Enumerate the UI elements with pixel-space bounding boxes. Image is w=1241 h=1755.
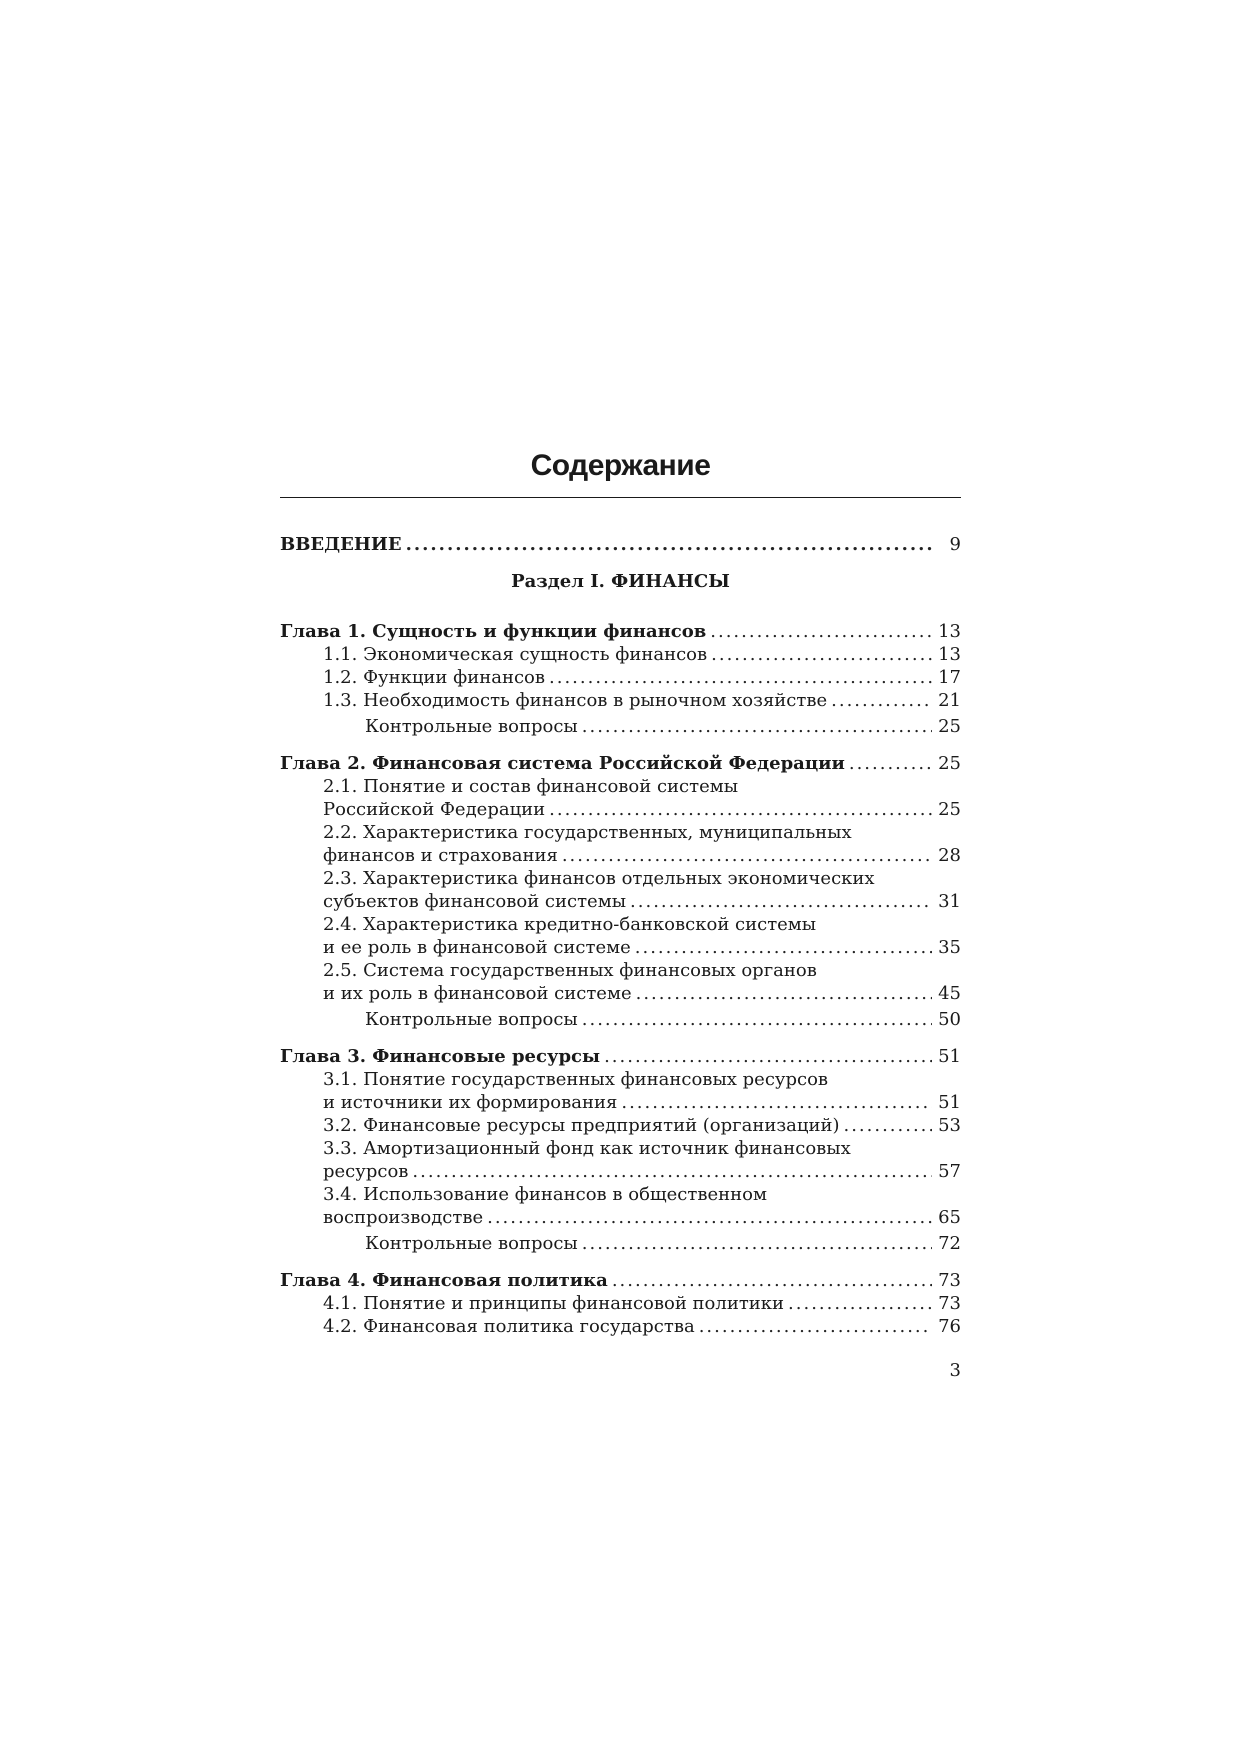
dot-leader bbox=[582, 715, 932, 738]
toc-entry-label: ресурсов bbox=[323, 1161, 409, 1182]
toc-chapter-3[interactable] bbox=[280, 1045, 961, 1068]
toc-entry-3-2[interactable] bbox=[280, 1114, 961, 1137]
toc-entry-label: воспроизводстве bbox=[323, 1207, 484, 1228]
toc-entry-label: финансов и страхования bbox=[323, 845, 558, 866]
toc-entry-label: и их роль в финансовой системе bbox=[323, 983, 632, 1004]
toc-entry-label: и ее роль в финансовой системе bbox=[323, 937, 631, 958]
dot-leader bbox=[549, 666, 932, 689]
toc-entry-3-4[interactable] bbox=[280, 1206, 961, 1229]
toc-entry-label: субъектов финансовой системы bbox=[323, 891, 627, 912]
toc-entry-2-4-line1: 2.4. Характеристика кредитно-банковской системы bbox=[323, 914, 817, 935]
dot-leader bbox=[604, 1045, 932, 1068]
dot-leader bbox=[630, 890, 932, 913]
toc-entry-label: Контрольные вопросы bbox=[365, 716, 578, 737]
toc-page-number: 28 bbox=[938, 845, 961, 866]
toc-entry-4-2[interactable] bbox=[280, 1315, 961, 1338]
toc-page-number: 25 bbox=[938, 716, 961, 737]
toc-page-number: 72 bbox=[938, 1233, 961, 1254]
toc-entry-introduction[interactable] bbox=[280, 533, 961, 556]
toc-entry-label: и источники их формирования bbox=[323, 1092, 618, 1113]
dot-leader bbox=[849, 752, 932, 775]
toc-page-number: 51 bbox=[938, 1092, 961, 1113]
toc-chapter-label: Глава 4. Финансовая политика bbox=[280, 1270, 608, 1291]
dot-leader bbox=[710, 620, 932, 643]
toc-entry-label: 3.2. Финансовые ресурсы предприятий (организаций) bbox=[323, 1115, 840, 1136]
toc-entry-label: Российской Федерации bbox=[323, 799, 546, 820]
page-title: Содержание bbox=[530, 449, 711, 482]
toc-entry-1-1[interactable] bbox=[280, 643, 961, 666]
toc-chapter-label: Глава 1. Сущность и функции финансов bbox=[280, 621, 707, 642]
toc-entry-1-control-questions[interactable] bbox=[280, 715, 961, 738]
toc-page-number: 53 bbox=[938, 1115, 961, 1136]
toc-page-number: 73 bbox=[938, 1293, 961, 1314]
toc-entry-3-4-line1: 3.4. Использование финансов в общественном bbox=[323, 1184, 767, 1205]
toc-entry-label: ВВЕДЕНИЕ bbox=[280, 534, 402, 555]
dot-leader bbox=[788, 1292, 932, 1315]
toc-entry-2-1[interactable] bbox=[280, 798, 961, 821]
toc-page-number: 13 bbox=[938, 621, 961, 642]
toc-entry-label: Контрольные вопросы bbox=[365, 1009, 578, 1030]
dot-leader bbox=[582, 1008, 932, 1031]
toc-entry-label: 1.1. Экономическая сущность финансов bbox=[323, 644, 708, 665]
toc-entry-2-2-line1: 2.2. Характеристика государственных, муниципальных bbox=[323, 822, 852, 843]
toc-page-number: 65 bbox=[938, 1207, 961, 1228]
toc-entry-label: Контрольные вопросы bbox=[365, 1233, 578, 1254]
dot-leader bbox=[699, 1315, 932, 1338]
dot-leader bbox=[831, 689, 932, 712]
dot-leader bbox=[487, 1206, 932, 1229]
toc-page-number: 57 bbox=[938, 1161, 961, 1182]
toc-entry-2-3[interactable] bbox=[280, 890, 961, 913]
toc-chapter-label: Глава 2. Финансовая система Российской Федерации bbox=[280, 753, 845, 774]
dot-leader bbox=[621, 1091, 932, 1114]
dot-leader bbox=[711, 643, 932, 666]
toc-page-number: 73 bbox=[938, 1270, 961, 1291]
toc-chapter-2[interactable] bbox=[280, 752, 961, 775]
toc-page-number: 25 bbox=[938, 753, 961, 774]
dot-leader bbox=[635, 936, 932, 959]
toc-page-number: 25 bbox=[938, 799, 961, 820]
toc-entry-2-4[interactable] bbox=[280, 936, 961, 959]
toc-entry-3-3-line1: 3.3. Амортизационный фонд как источник финансовых bbox=[323, 1138, 851, 1159]
toc-entry-label: 1.3. Необходимость финансов в рыночном хозяйстве bbox=[323, 690, 828, 711]
toc-chapter-label: Глава 3. Финансовые ресурсы bbox=[280, 1046, 601, 1067]
toc-entry-1-3[interactable] bbox=[280, 689, 961, 712]
dot-leader bbox=[549, 798, 932, 821]
toc-entry-3-1-line1: 3.1. Понятие государственных финансовых ресурсов bbox=[323, 1069, 829, 1090]
toc-entry-2-5-line1: 2.5. Система государственных финансовых органов bbox=[323, 960, 817, 981]
dot-leader bbox=[412, 1160, 932, 1183]
page-number: 3 bbox=[949, 1360, 961, 1381]
toc-entry-3-3[interactable] bbox=[280, 1160, 961, 1183]
dot-leader bbox=[406, 533, 933, 556]
toc-entry-label: 4.2. Финансовая политика государства bbox=[323, 1316, 695, 1337]
toc-entry-2-3-line1: 2.3. Характеристика финансов отдельных экономических bbox=[323, 868, 875, 889]
toc-page-number: 31 bbox=[938, 891, 961, 912]
toc-page-number: 13 bbox=[938, 644, 961, 665]
toc-page-number: 9 bbox=[949, 534, 961, 555]
title-rule bbox=[280, 497, 961, 498]
toc-page-number: 76 bbox=[938, 1316, 961, 1337]
toc-entry-2-control-questions[interactable] bbox=[280, 1008, 961, 1031]
section-heading: Раздел I. ФИНАНСЫ bbox=[511, 571, 730, 592]
toc-entry-label: 4.1. Понятие и принципы финансовой политики bbox=[323, 1293, 785, 1314]
toc-page-number: 17 bbox=[938, 667, 961, 688]
dot-leader bbox=[843, 1114, 932, 1137]
table-of-contents bbox=[280, 533, 961, 1338]
dot-leader bbox=[612, 1269, 932, 1292]
toc-entry-3-1[interactable] bbox=[280, 1091, 961, 1114]
toc-chapter-4[interactable] bbox=[280, 1269, 961, 1292]
dot-leader bbox=[582, 1232, 932, 1255]
toc-entry-2-5[interactable] bbox=[280, 982, 961, 1005]
toc-page-number: 50 bbox=[938, 1009, 961, 1030]
toc-entry-2-1-line1: 2.1. Понятие и состав финансовой системы bbox=[323, 776, 739, 797]
toc-entry-4-1[interactable] bbox=[280, 1292, 961, 1315]
toc-entry-label: 1.2. Функции финансов bbox=[323, 667, 546, 688]
toc-entry-3-control-questions[interactable] bbox=[280, 1232, 961, 1255]
toc-entry-1-2[interactable] bbox=[280, 666, 961, 689]
dot-leader bbox=[636, 982, 932, 1005]
toc-page-number: 51 bbox=[938, 1046, 961, 1067]
toc-page-number: 35 bbox=[938, 937, 961, 958]
toc-chapter-1[interactable] bbox=[280, 620, 961, 643]
toc-entry-2-2[interactable] bbox=[280, 844, 961, 867]
toc-page-number: 45 bbox=[938, 983, 961, 1004]
dot-leader bbox=[562, 844, 932, 867]
toc-page-number: 21 bbox=[938, 690, 961, 711]
